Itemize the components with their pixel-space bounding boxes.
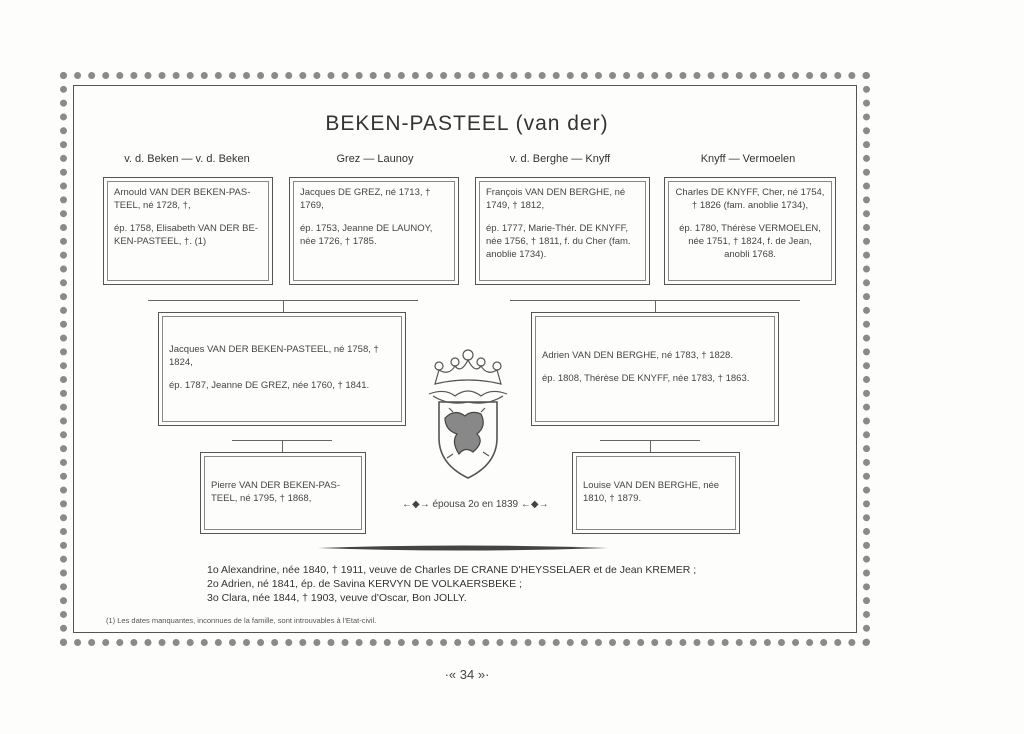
connector-pierre xyxy=(232,440,332,452)
box-text: Pierre VAN DER BEKEN-PAS-TEEL, né 1795, † 1868, xyxy=(211,480,340,504)
coat-of-arms-icon xyxy=(425,346,511,480)
box-text: Arnould VAN DER BEKEN-PAS-TEEL, né 1728, †, xyxy=(114,187,251,211)
ornamental-rule xyxy=(318,545,608,551)
ornament-icon: ←◆→ xyxy=(520,499,549,510)
box-text: ép. 1780, Thérèse VERMOELEN, née 1751, † 1824, f. de Jean, anobli 1768. xyxy=(679,223,821,260)
box-text: Adrien VAN DEN BERGHE, né 1783, † 1828. xyxy=(542,350,733,361)
box-jacques-grez xyxy=(289,177,459,285)
box-text: Louise VAN DEN BERGHE, née 1810, † 1879. xyxy=(583,480,720,504)
box-jacques-beken xyxy=(158,312,406,426)
connector-right xyxy=(510,300,800,312)
box-text: ép. 1753, Jeanne DE LAUNOY, née 1726, † 1785. xyxy=(300,223,433,247)
box-text: ép. 1808, Thérèse DE KNYFF, née 1783, † 1863. xyxy=(542,373,750,384)
box-charles xyxy=(664,177,836,285)
box-arnould xyxy=(103,177,273,285)
page-number-value: 34 xyxy=(459,667,475,682)
child-entry: 2o Adrien, né 1841, ép. de Savina KERVYN DE VOLKAERSBEKE ; xyxy=(207,578,522,590)
page-title: BEKEN-PASTEEL (van der) xyxy=(325,112,609,135)
box-adrien xyxy=(531,312,779,426)
box-text: Charles DE KNYFF, Cher, né 1754, † 1826 (fam. anoblie 1734), xyxy=(675,187,825,211)
box-text: Jacques VAN DER BEKEN-PASTEEL, né 1758, † 1824, xyxy=(169,344,379,368)
box-text: ép. 1758, Elisabeth VAN DER BE-KEN-PASTEEL, †. (1) xyxy=(114,223,258,247)
box-text: François VAN DEN BERGHE, né 1749, † 1812, xyxy=(486,187,626,211)
children-list xyxy=(207,563,696,605)
box-text: ép. 1787, Jeanne DE GREZ, née 1760, † 1841. xyxy=(169,380,370,391)
box-text: Jacques DE GREZ, né 1713, † 1769, xyxy=(300,187,431,211)
child-entry: 3o Clara, née 1844, † 1903, veuve d'Oscar, Bon JOLLY. xyxy=(207,592,467,604)
ornament-icon: »· xyxy=(474,667,490,682)
marriage-note xyxy=(402,499,549,510)
column-heading-4: Knyff — Vermoelen xyxy=(700,153,796,165)
box-pierre xyxy=(200,452,366,534)
connector-louise xyxy=(600,440,700,452)
child-entry: 1o Alexandrine, née 1840, † 1911, veuve de Charles DE CRANE D'HEYSSELAER et de Jean KREMER ; xyxy=(207,564,697,576)
box-text: ép. 1777, Marie-Thér. DE KNYFF, née 1756, † 1811, f. du Cher (fam. anoblie 1734). xyxy=(486,223,631,260)
column-heading-3: v. d. Berghe — Knyff xyxy=(509,153,611,165)
column-heading-2: Grez — Launoy xyxy=(336,153,414,165)
footnote: (1) Les dates manquantes, inconnues de la famille, sont introuvables à l'Etat-civil. xyxy=(106,616,377,625)
box-francois xyxy=(475,177,650,285)
connector-left xyxy=(148,300,418,312)
box-louise xyxy=(572,452,740,534)
page-number xyxy=(0,667,934,682)
marriage-text: épousa 2o en 1839 xyxy=(432,499,519,510)
ornament-icon: ←◆→ xyxy=(402,499,430,510)
column-heading-1: v. d. Beken — v. d. Beken xyxy=(124,153,250,165)
ornament-icon: ·« xyxy=(444,667,460,682)
